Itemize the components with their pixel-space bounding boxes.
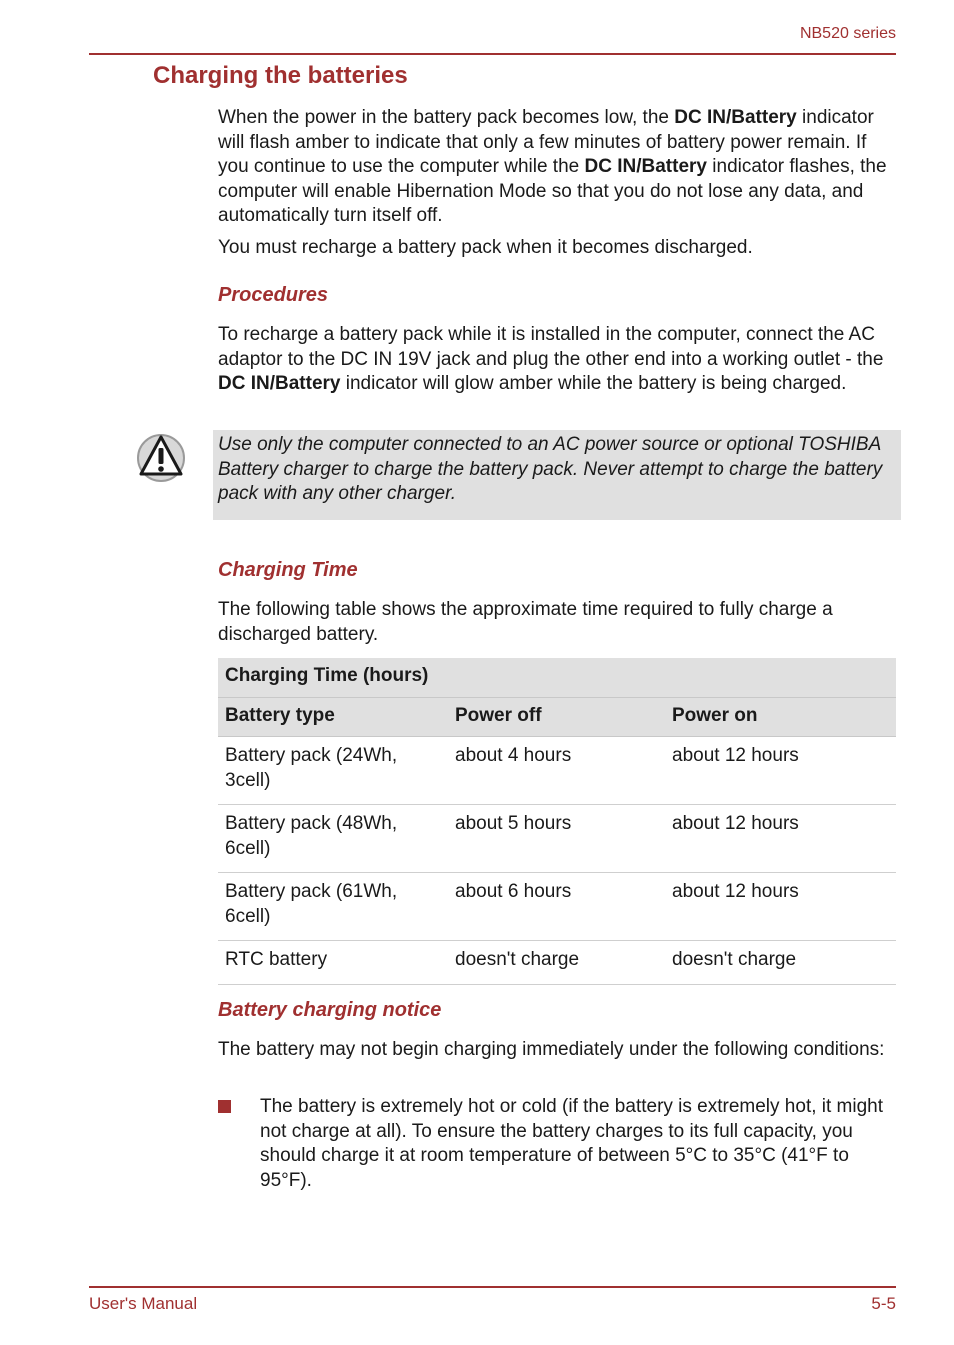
battery-notice-intro: The battery may not begin charging immediately under the following conditions: — [218, 1039, 885, 1060]
table-row — [218, 941, 896, 985]
table-cell: about 12 hours — [665, 805, 896, 873]
intro-paragraph-2: You must recharge a battery pack when it becomes discharged. — [218, 237, 753, 258]
footer-manual-title: User's Manual — [89, 1294, 198, 1313]
table-cell: Battery pack (48Wh, 6cell) — [218, 805, 448, 873]
column-header: Battery type — [218, 697, 448, 737]
table-row — [218, 873, 896, 941]
procedures-heading: Procedures — [218, 284, 329, 306]
battery-notice-heading: Battery charging notice — [218, 999, 442, 1021]
header-rule — [89, 53, 896, 55]
dc-in-battery-term: DC IN/Battery — [584, 156, 707, 177]
intro-paragraph: When the power in the battery pack becomes low, the DC IN/Battery indicator will flash amber to indicate that only a few minutes of battery power remain. If you continue to use the computer while the DC IN/Battery indicator flashes, the computer will enable Hibernation Mode so that you do not lose any data, and automatically turn itself off. — [218, 107, 887, 226]
procedures-paragraph: To recharge a battery pack while it is installed in the computer, connect the AC adaptor to the DC IN 19V jack and plug the other end into a working outlet - the DC IN/Battery indicator will glow amber while the battery is being charged. — [218, 324, 884, 394]
table-row — [218, 805, 896, 873]
table-title-row — [218, 658, 896, 697]
list-item: The battery is extremely hot or cold (if the battery is extremely hot, it might not charge at all). To ensure the battery charges to its full capacity, you should charge it at room temperature of between 5°C to 35°C (41°F to 95°F). — [260, 1096, 884, 1191]
charging-time-heading: Charging Time — [218, 559, 358, 581]
caution-text: Use only the computer connected to an AC power source or optional TOSHIBA Battery charger to charge the battery pack. Never attempt to charge the battery pack with any other charger. — [218, 434, 883, 504]
charging-time-intro: The following table shows the approximate time required to fully charge a discharged battery. — [218, 599, 833, 645]
footer-rule — [89, 1286, 896, 1288]
table-cell: about 4 hours — [448, 737, 665, 805]
header-series: NB520 series — [799, 25, 896, 42]
warning-triangle-icon — [136, 432, 186, 484]
table-cell: doesn't charge — [448, 941, 665, 985]
column-header: Power off — [448, 697, 665, 737]
page-number: 5-5 — [871, 1294, 896, 1313]
table-cell: Battery pack (61Wh, 6cell) — [218, 873, 448, 941]
table-cell: Battery pack (24Wh, 3cell) — [218, 737, 448, 805]
table-title: Charging Time (hours) — [218, 658, 896, 697]
table-cell: about 6 hours — [448, 873, 665, 941]
table-cell: doesn't charge — [665, 941, 896, 985]
table-cell: about 12 hours — [665, 737, 896, 805]
charging-time-table — [218, 658, 896, 985]
dc-in-battery-term: DC IN/Battery — [674, 107, 797, 128]
table-cell: about 12 hours — [665, 873, 896, 941]
table-cell: RTC battery — [218, 941, 448, 985]
table-header-row — [218, 697, 896, 737]
table-row — [218, 737, 896, 805]
column-header: Power on — [665, 697, 896, 737]
bullet-square-icon — [218, 1100, 231, 1113]
section-title: Charging the batteries — [153, 62, 408, 89]
table-cell: about 5 hours — [448, 805, 665, 873]
dc-in-battery-term: DC IN/Battery — [218, 373, 341, 394]
